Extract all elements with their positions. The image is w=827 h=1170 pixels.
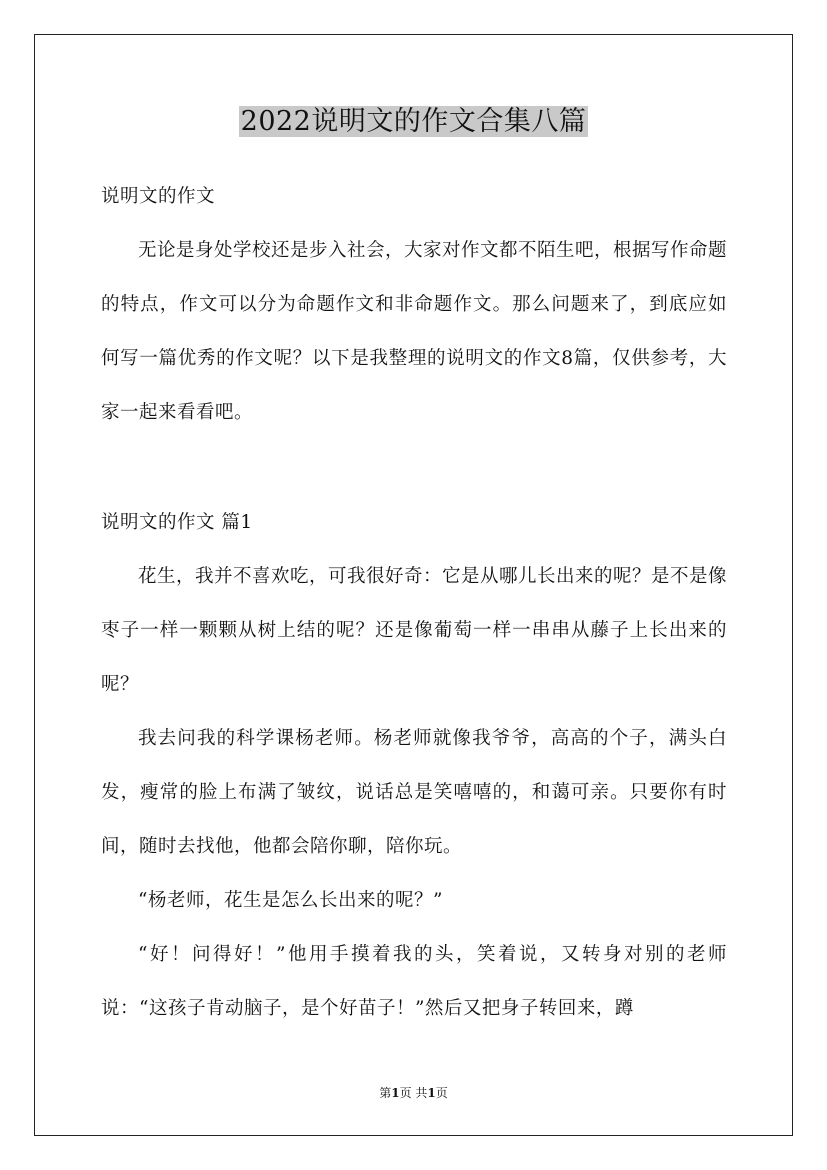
body-paragraph-2: 我去问我的科学课杨老师。杨老师就像我爷爷，高高的个子，满头白发，瘦常的脸上布满了皱纹，说话总是笑嘻嘻的，和蔼可亲。只要你有时间，随时去找他，他都会陪你聊，陪你玩。: [101, 728, 727, 857]
intro-paragraph: 无论是身处学校还是步入社会，大家对作文都不陌生吧，根据写作命题的特点，作文可以分为命题作文和非命题作文。那么问题来了，到底应如何写一篇优秀的作文呢？以下是我整理的说明文的作文8篇，仅供参考，大家一起来看看吧。: [101, 240, 728, 423]
footer-mid: 页 共: [399, 1086, 428, 1100]
footer-page-current: 1: [391, 1086, 400, 1100]
footer-page-total: 1: [427, 1086, 436, 1100]
section-heading: 说明文的作文 篇1: [101, 512, 253, 533]
footer-suffix: 页: [435, 1086, 448, 1100]
page-footer: [0, 1083, 827, 1103]
title-text: 2022说明文的作文合集八篇: [240, 106, 587, 137]
document-title: [0, 101, 827, 143]
body-paragraph-4: “好！问得好！”他用手摸着我的头，笑着说，又转身对别的老师说：“这孩子肯动脑子，是个好苗子！”然后又把身子转回来，蹲: [101, 944, 727, 1019]
footer-prefix: 第: [379, 1086, 392, 1100]
body-paragraph-1: 花生，我并不喜欢吃，可我很好奇：它是从哪儿长出来的呢？是不是像枣子一样一颗颗从树上结的呢？还是像葡萄一样一串串从藤子上长出来的呢？: [101, 566, 728, 695]
body-paragraph-3: “杨老师，花生是怎么长出来的呢？”: [138, 890, 443, 911]
intro-heading: 说明文的作文: [101, 186, 216, 207]
